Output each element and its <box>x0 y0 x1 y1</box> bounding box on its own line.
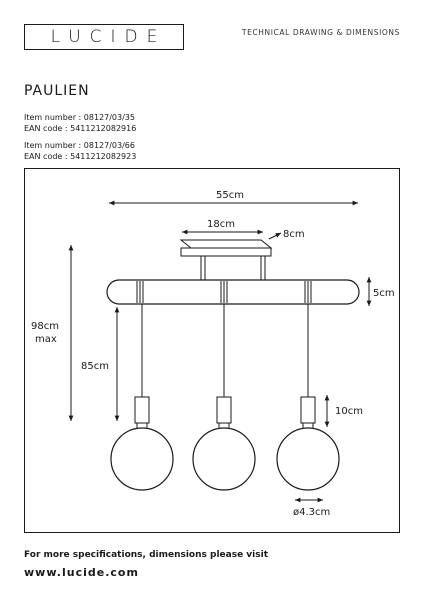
ean-code-1: EAN code : 5411212082916 <box>24 124 137 133</box>
bar-height-label: 5cm <box>373 288 395 299</box>
product-name: PAULIEN <box>24 83 90 99</box>
drawing-frame <box>24 168 400 533</box>
lucide-logo: LUCIDE <box>24 24 184 50</box>
pendant-center <box>193 304 255 490</box>
bulb-diameter-dimension <box>293 500 330 518</box>
ean-code-2: EAN code : 5411212082923 <box>24 152 137 161</box>
pendant-right <box>277 304 339 490</box>
canopy-depth-dimension <box>269 229 305 240</box>
horizontal-bar <box>107 280 359 304</box>
max-height-label-2: max <box>35 334 57 345</box>
width-dimension <box>109 190 358 203</box>
cable-length-label: 85cm <box>81 361 109 372</box>
width-label: 55cm <box>216 190 244 201</box>
cable-length-dimension <box>81 307 117 421</box>
canopy-width-dimension <box>182 219 263 232</box>
footer-info-text: For more specifications, dimensions please visit <box>24 550 268 560</box>
item-number-1: Item number : 08127/03/35 <box>24 113 135 122</box>
bar-height-dimension <box>369 277 395 306</box>
canopy-width-label: 18cm <box>207 219 235 230</box>
item-number-2: Item number : 08127/03/66 <box>24 141 135 150</box>
canopy-depth-label: 8cm <box>283 229 305 240</box>
holder-height-dimension <box>327 395 363 427</box>
max-height-dimension <box>31 245 71 421</box>
item-info <box>24 112 136 162</box>
document-type-label: TECHNICAL DRAWING & DIMENSIONS <box>241 28 400 37</box>
holder-height-label: 10cm <box>335 406 363 417</box>
pendant-left <box>111 304 173 490</box>
technical-drawing <box>25 169 401 534</box>
website-link[interactable]: www.lucide.com <box>24 566 139 579</box>
bulb-diameter-label: ø4.3cm <box>293 507 331 518</box>
ceiling-canopy <box>181 240 271 280</box>
max-height-label-1: 98cm <box>31 321 59 332</box>
